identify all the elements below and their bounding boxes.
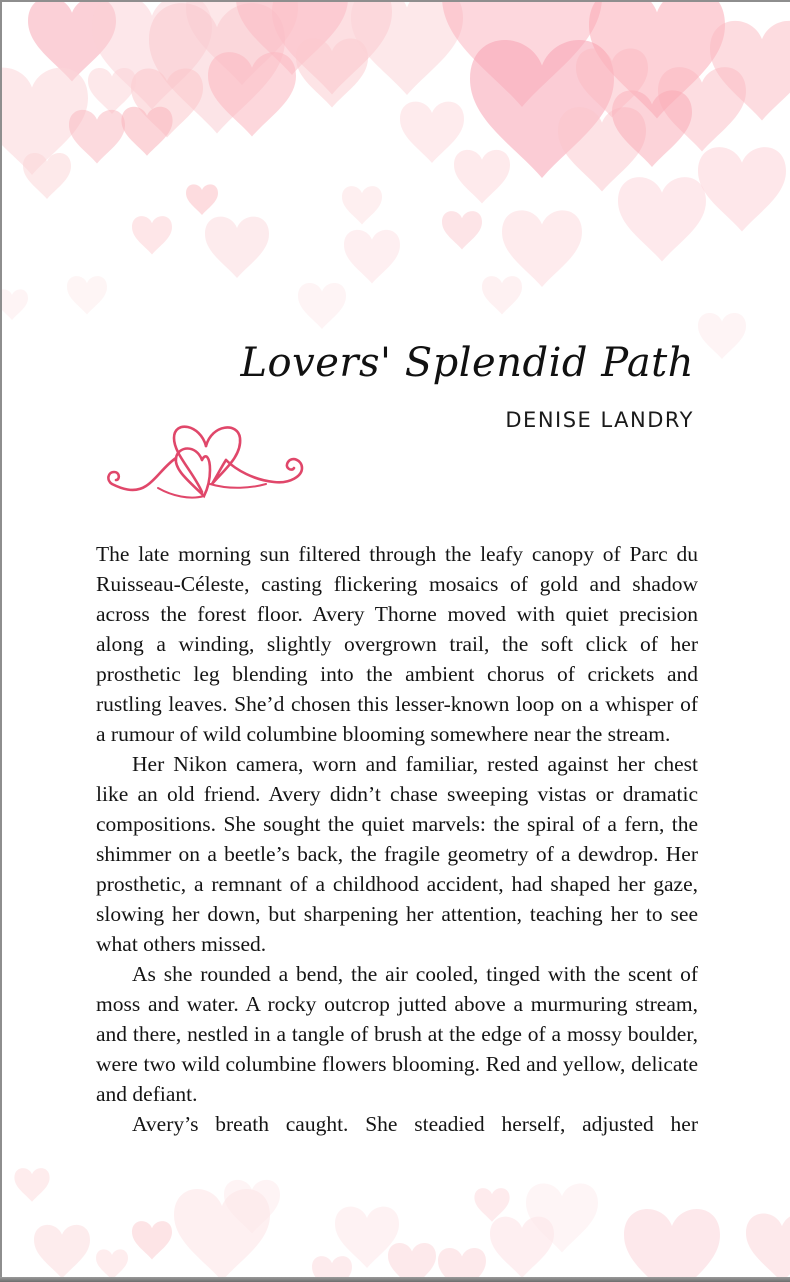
paragraph: Avery’s breath caught. She steadied herself, adjusted her bbox=[132, 1112, 698, 1136]
book-page bbox=[2, 2, 790, 1277]
book-title: Lovers' Splendid Path bbox=[240, 340, 694, 386]
paragraph: As she rounded a bend, the air cooled, tinged with the scent of moss and water. A rocky outcrop jutted above a murmuring stream, and there, nestled in a tangle of brush at the edge of a mossy boulder, were two wild columbine flowers blooming. Red and yellow, delicate and defiant. bbox=[96, 962, 698, 1106]
page-shadow bbox=[0, 1277, 790, 1282]
author-name: DENISE LANDRY bbox=[505, 408, 694, 432]
paragraph: Her Nikon camera, worn and familiar, rested against her chest like an old friend. Avery didn’t chase sweeping vistas or dramatic compositions. She sought the quiet marvels: the spiral of a fern, the shimmer on a beetle’s back, the fragile geometry of a dewdrop. Her prosthetic, a remnant of a childhood accident, had shaped her gaze, slowing her down, but sharpening her attention, teaching her to see what others missed. bbox=[96, 752, 698, 956]
chapter-text bbox=[96, 539, 698, 1139]
paragraph: The late morning sun filtered through the leafy canopy of Parc du Ruisseau-Céleste, casting flickering mosaics of gold and shadow across the forest floor. Avery Thorne moved with quiet precision along a winding, slightly overgrown trail, the soft click of her prosthetic leg blending into the ambient chorus of crickets and rustling leaves. She’d chosen this lesser-known loop on a whisper of a rumour of wild columbine blooming somewhere near the stream. bbox=[96, 542, 698, 746]
double-heart-flourish-icon bbox=[106, 414, 318, 511]
